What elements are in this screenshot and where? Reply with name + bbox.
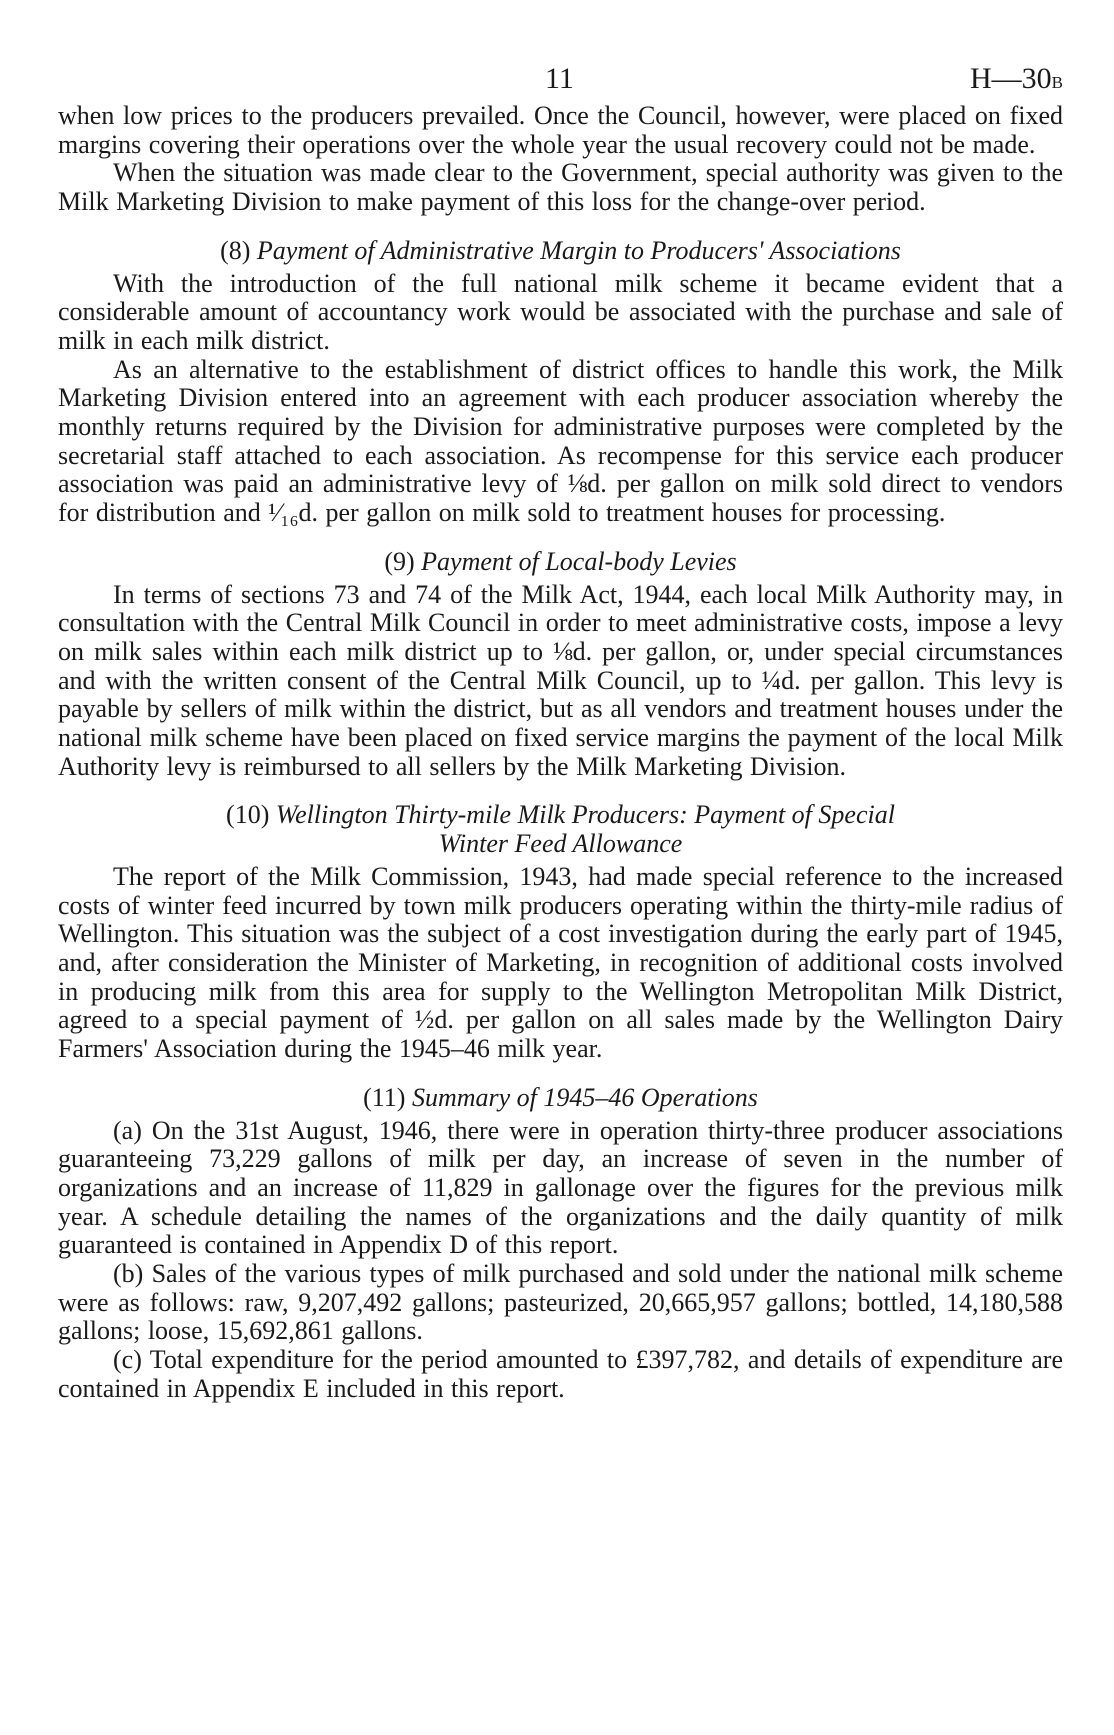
document-page xyxy=(58,62,1063,1404)
section-9-title: Payment of Local-body Levies xyxy=(421,546,737,576)
section-11-paragraph-a: (a) On the 31st August, 1946, there were in operation thirty-three producer associations guaranteeing 73,229 gallons of milk per day, an increase of seven in the number of organizations and an increase of 11,829 in gallonage over the figures for the previous milk year. A schedule detailing the names of the organizations and the daily quantity of milk guaranteed is contained in Appendix D of this report. xyxy=(58,1115,1063,1260)
section-11-title: Summary of 1945–46 Operations xyxy=(411,1082,758,1112)
page-number: 11 xyxy=(545,62,574,95)
intro-paragraph-1: when low prices to the producers prevailed. Once the Council, however, were placed on fixed margins covering their operations over the whole year the usual recovery could not be made. xyxy=(58,101,1063,159)
section-11-number: (11) xyxy=(363,1082,406,1112)
section-9-number: (9) xyxy=(384,546,415,576)
section-10-title-line-2: Winter Feed Allowance xyxy=(438,829,683,859)
section-11-paragraph-b: (b) Sales of the various types of milk purchased and sold under the national milk scheme were as follows: raw, 9,207,492 gallons; pasteurized, 20,665,957 gallons; bottled, 14,180,588 gallons; loose, 15,692,861 gallons. xyxy=(58,1259,1063,1346)
intro-paragraph-2: When the situation was made clear to the Government, special authority was given to the Milk Marketing Division to make payment of this loss for the change-over period. xyxy=(58,158,1063,217)
document-reference-suffix: B xyxy=(1051,73,1063,92)
section-8-number: (8) xyxy=(220,235,251,265)
section-8-paragraph-1: With the introduction of the full national milk scheme it became evident that a considerable amount of accountancy work would be associated with the purchase and sale of milk in each milk district. xyxy=(58,268,1063,355)
section-8-paragraph-2: As an alternative to the establishment of district offices to handle this work, the Milk Marketing Division entered into an agreement with each producer association whereby the monthly returns required by the Division for administrative purposes were completed by the secretarial staff attached to each association. As recompense for this service each producer association was paid an administrative levy of ⅛d. per gallon on milk sold direct to vendors for distribution and ¹⁄₁₆d. per gallon on milk sold to treatment houses for processing. xyxy=(58,354,1063,528)
section-8-heading xyxy=(58,237,1063,266)
section-9-paragraph-1: In terms of sections 73 and 74 of the Milk Act, 1944, each local Milk Authority may, in consultation with the Central Milk Council in order to meet administrative costs, impose a levy on milk sales within each milk district up to ⅛d. per gallon, or, under special circumstances and with the written consent of the Central Milk Council, up to ¼d. per gallon. This levy is payable by sellers of milk within the district, but as all vendors and treatment houses under the national milk scheme have been placed on fixed service margins the payment of the local Milk Authority levy is reimbursed to all sellers by the Milk Marketing Division. xyxy=(58,579,1063,781)
document-reference: H—30B xyxy=(969,62,1063,95)
section-10-heading xyxy=(58,801,1063,858)
section-8-title: Payment of Administrative Margin to Producers' Associations xyxy=(256,235,901,265)
section-11-heading xyxy=(58,1084,1063,1113)
section-10-title-line-1: Wellington Thirty-mile Milk Producers: Payment of Special xyxy=(275,800,895,830)
section-11-paragraph-c: (c) Total expenditure for the period amounted to £397,782, and details of expenditure are contained in Appendix E included in this report. xyxy=(58,1345,1063,1403)
section-10-number: (10) xyxy=(226,800,270,830)
section-10-paragraph-1: The report of the Milk Commission, 1943, had made special reference to the increased costs of winter feed incurred by town milk producers operating within the thirty-mile radius of Wellington. This situation was the subject of a cost investigation during the early part of 1945, and, after consideration the Minister of Marketing, in recognition of additional costs involved in producing milk from this area for supply to the Wellington Metropolitan Milk District, agreed to a special payment of ½d. per gallon on all sales made by the Wellington Dairy Farmers' Association during the 1945–46 milk year. xyxy=(58,861,1063,1064)
page-header xyxy=(58,62,1063,102)
section-9-heading xyxy=(58,548,1063,577)
